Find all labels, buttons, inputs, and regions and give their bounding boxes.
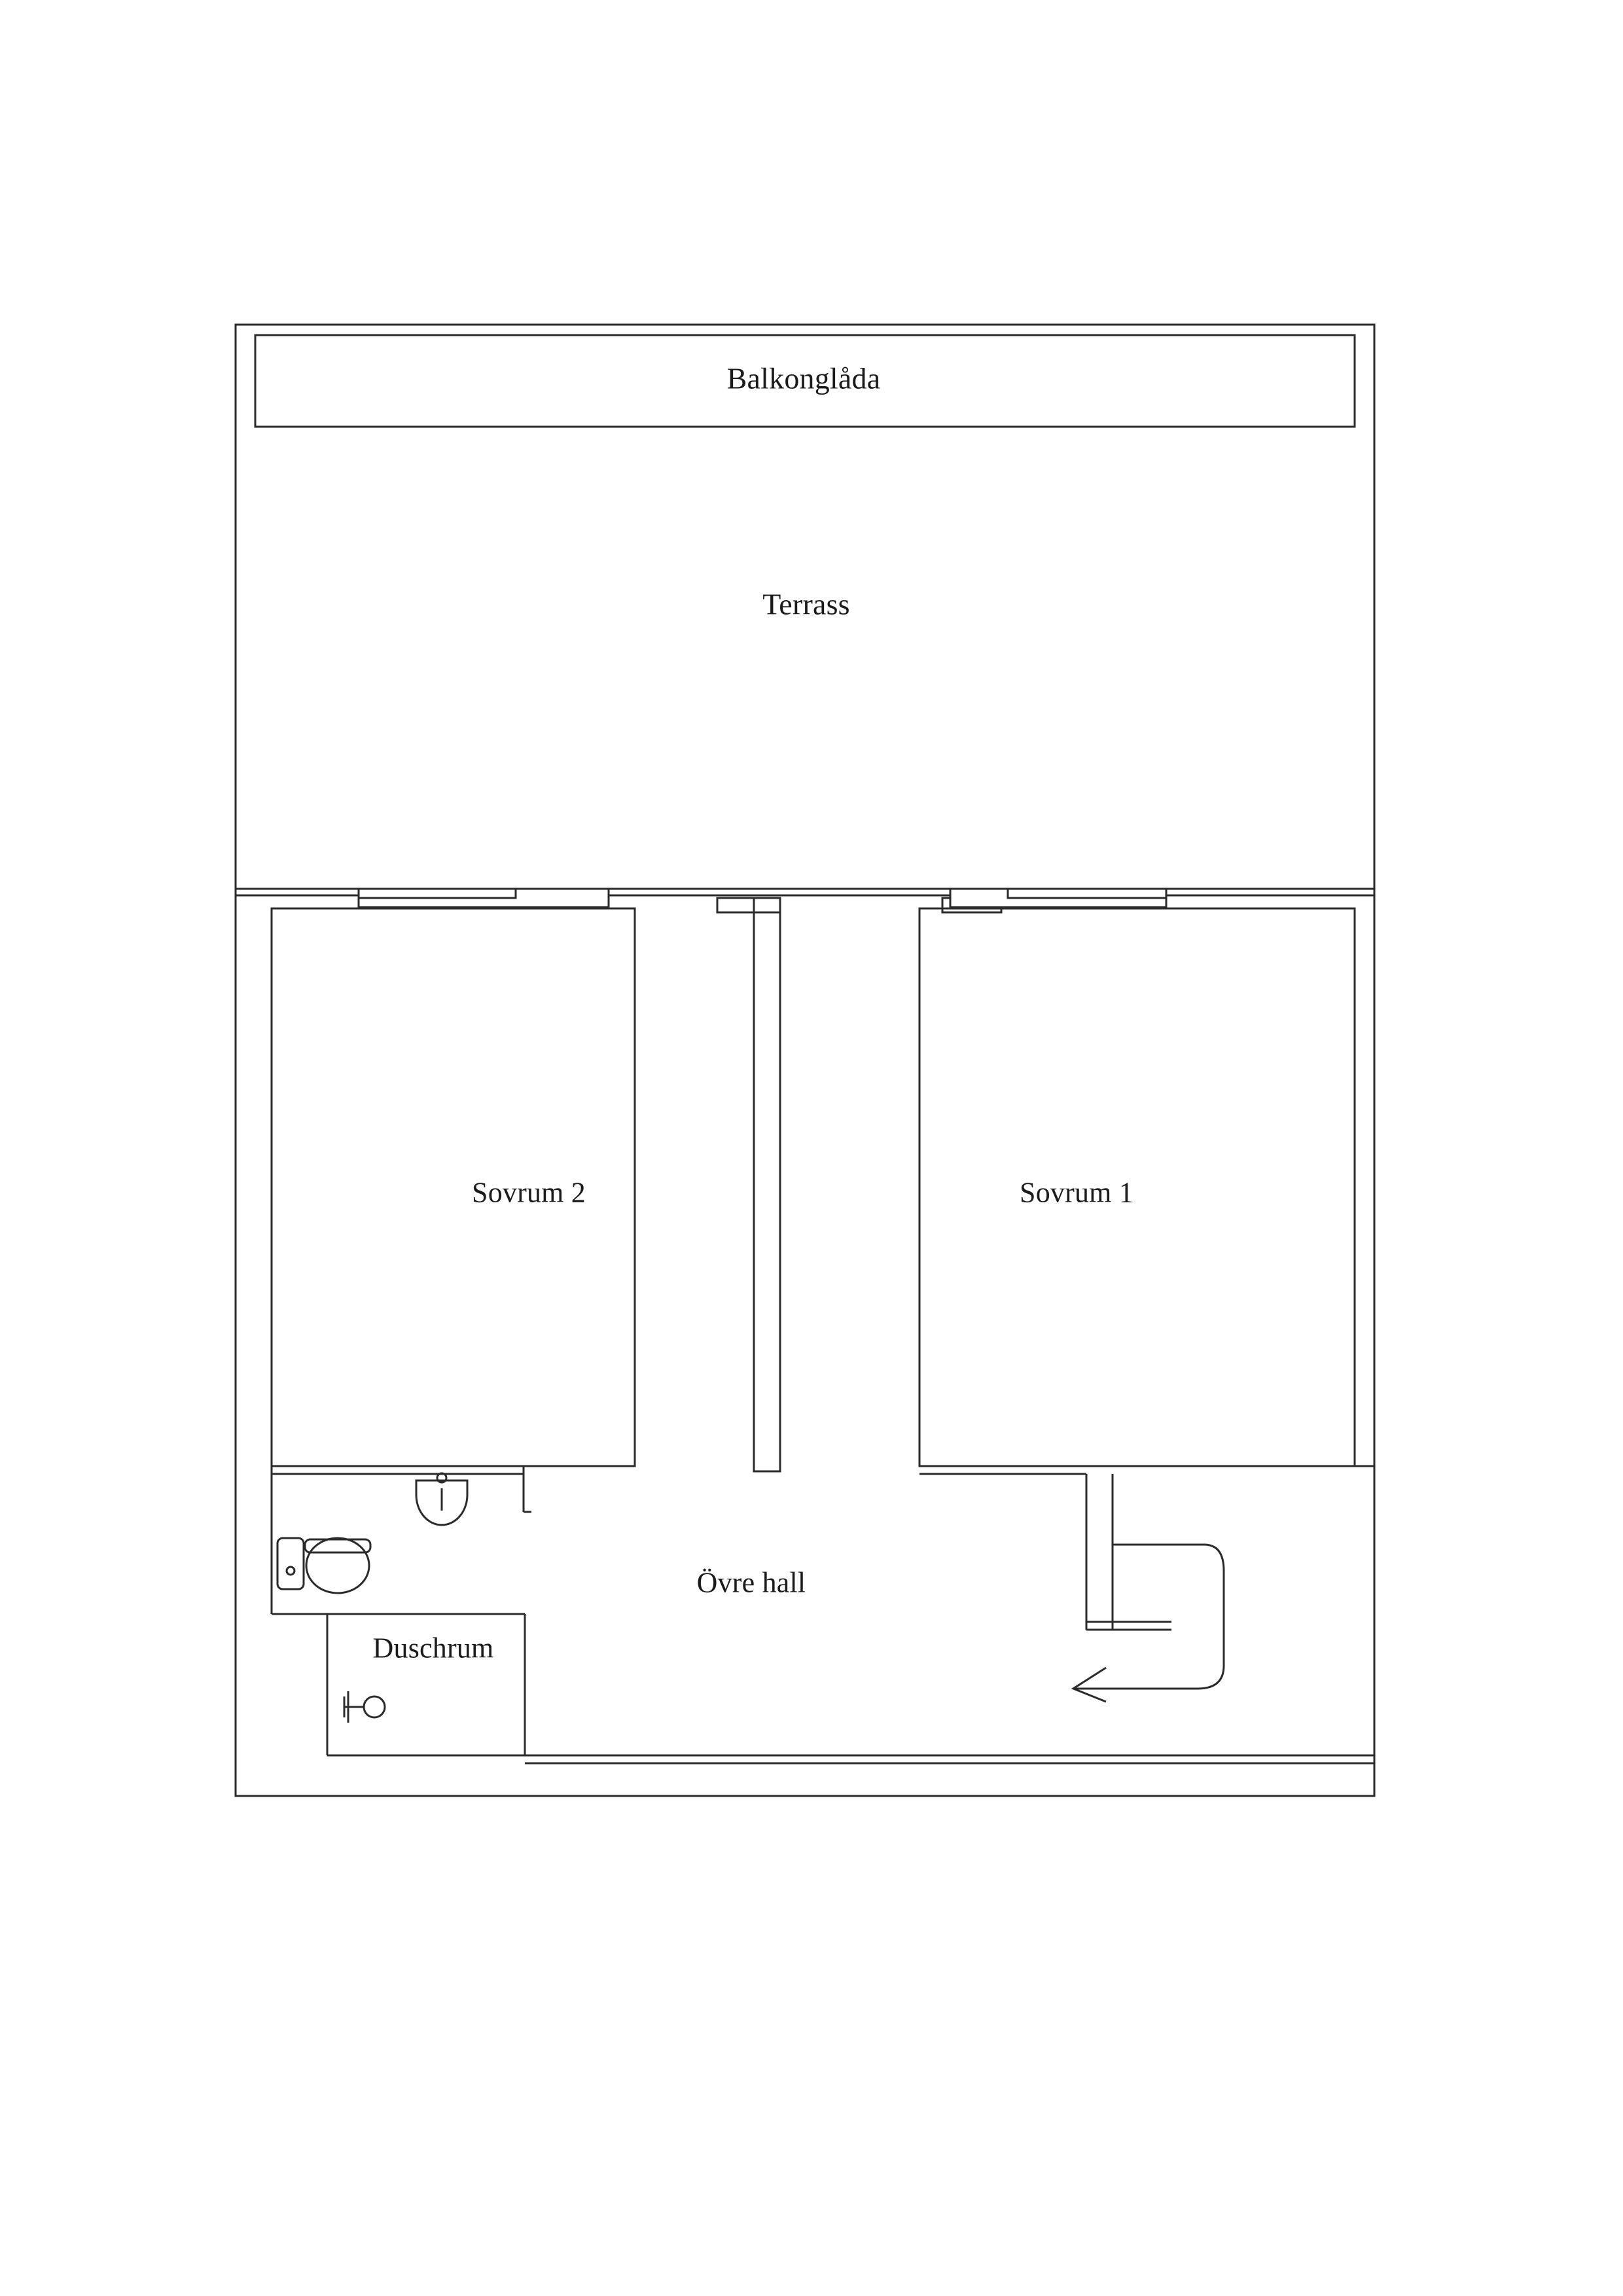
duschrum-walls [272,1466,525,1755]
room-label-balkonglada: Balkonglåda [726,361,881,395]
sovrum1-walls [919,908,1355,1466]
room-label-ovre-hall: Övre hall [696,1566,806,1599]
shower-fixture [344,1691,385,1723]
room-label-duschrum: Duschrum [372,1632,494,1664]
window-sovrum1 [950,889,1166,907]
toilet-fixture [277,1538,370,1593]
window-sovrum2 [359,889,609,907]
sink-fixture [416,1473,467,1525]
room-label-sovrum2: Sovrum 2 [472,1176,586,1209]
hall-lower-wall [525,1755,1374,1763]
central-partition [717,898,1001,1471]
hall-upper-wall [272,1466,635,1512]
hall-sovrum1-wall [919,1466,1374,1630]
room-label-sovrum1: Sovrum 1 [1020,1176,1133,1209]
room-label-terrass: Terrass [762,587,850,621]
staircase-down-arrow [1073,1545,1224,1702]
